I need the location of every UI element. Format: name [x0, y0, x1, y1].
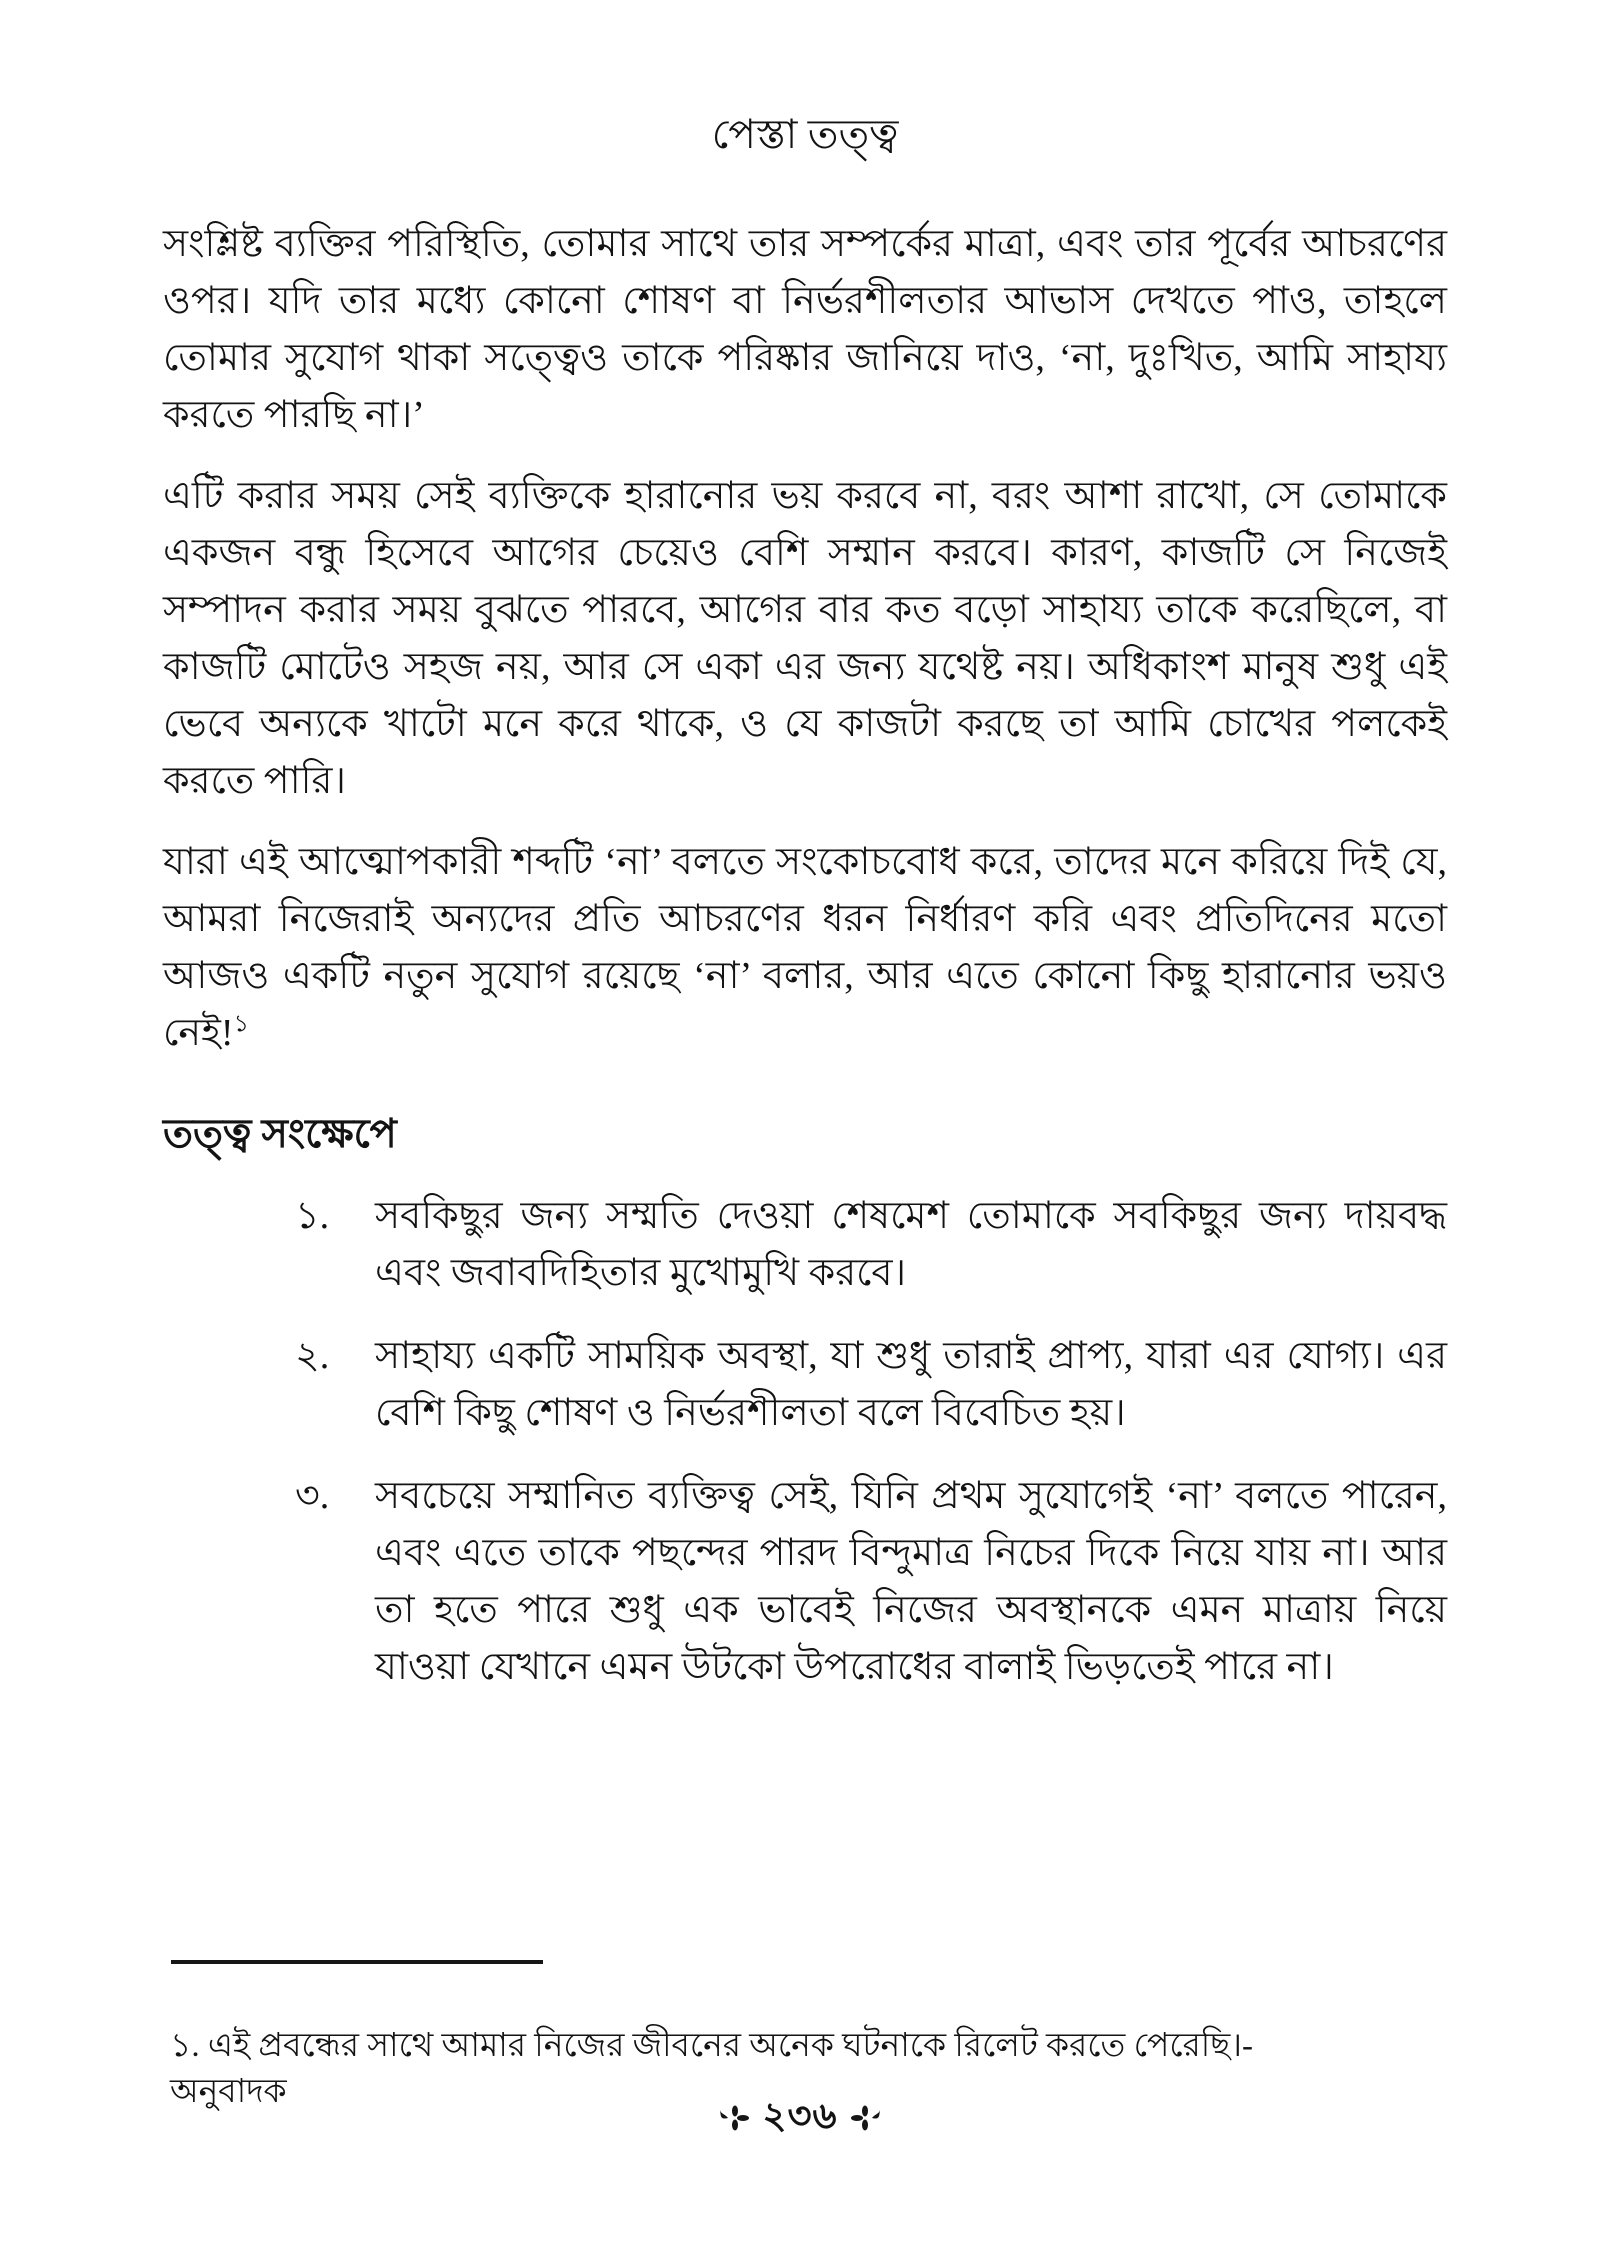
list-item-text: সবকিছুর জন্য সম্মতি দেওয়া শেষমেশ তোমাকে সবকিছুর জন্য দায়বদ্ধ এবং জবাবদিহিতার মুখোমুখি করবে। — [375, 1195, 1447, 1294]
fleuron-right-icon — [850, 2105, 880, 2131]
summary-list — [163, 1188, 1447, 1696]
list-item-text: সবচেয়ে সম্মানিত ব্যক্তিত্ব সেই, যিনি প্রথম সুযোগেই ‘না’ বলতে পারেন, এবং এতে তাকে পছন্দের পারদ বিন্দুমাত্র নিচের দিকে নিয়ে যায় না। আর তা হতে পারে শুধু এক ভাবেই নিজের অবস্থানকে এমন মাত্রায় নিয়ে যাওয়া যেখানে এমন উটকো উপরোধের বালাই ভিড়তেই পারে না। — [375, 1475, 1447, 1688]
list-item-number: ৩. — [295, 1475, 330, 1517]
summary-heading: তত্ত্ব সংক্ষেপে — [163, 1111, 397, 1156]
paragraph-3 — [163, 834, 1447, 1062]
footnote-divider — [171, 1960, 543, 1964]
footnote-reference: ১ — [233, 1011, 250, 1038]
page-number: ২৩৬ — [762, 2096, 838, 2137]
paragraph-2: এটি করার সময় সেই ব্যক্তিকে হারানোর ভয় করবে না, বরং আশা রাখো, সে তোমাকে একজন বন্ধু হিসেবে আগের চেয়েও বেশি সম্মান করবে। কারণ, কাজটি সে নিজেই সম্পাদন করার সময় বুঝতে পারবে, আগের বার কত বড়ো সাহায্য তাকে করেছিলে, বা কাজটি মোটেও সহজ নয়, আর সে একা এর জন্য যথেষ্ট নয়। অধিকাংশ মানুষ শুধু এই ভেবে অন্যকে খাটো মনে করে থাকে, ও যে কাজটা করছে তা আমি চোখের পলকেই করতে পারি। — [163, 475, 1447, 802]
list-item-number: ১. — [295, 1195, 330, 1237]
list-item — [163, 1328, 1447, 1442]
list-item — [163, 1188, 1447, 1302]
list-item-number: ২. — [295, 1335, 330, 1377]
paragraph-3-text: যারা এই আত্মোপকারী শব্দটি ‘না’ বলতে সংকোচবোধ করে, তাদের মনে করিয়ে দিই যে, আমরা নিজেরাই অন্যদের প্রতি আচরণের ধরন নির্ধারণ করি এবং প্রতিদিনের মতো আজও একটি নতুন সুযোগ রয়েছে ‘না’ বলার, আর এতে কোনো কিছু হারানোর ভয়ও নেই! — [163, 841, 1447, 1054]
fleuron-left-icon — [720, 2105, 750, 2131]
page-title: পেস্তা তত্ত্ব — [711, 111, 899, 157]
page-content — [163, 0, 1447, 1696]
footnote-text: ১. এই প্রবন্ধের সাথে আমার নিজের জীবনের অনেক ঘটনাকে রিলেট করতে পেরেছি।-অনুবাদক — [170, 2028, 1253, 2110]
list-item-text: সাহায্য একটি সাময়িক অবস্থা, যা শুধু তারাই প্রাপ্য, যারা এর যোগ্য। এর বেশি কিছু শোষণ ও নির্ভরশীলতা বলে বিবেচিত হয়। — [375, 1335, 1447, 1434]
page-footer — [0, 2086, 1600, 2149]
paragraph-1: সংশ্লিষ্ট ব্যক্তির পরিস্থিতি, তোমার সাথে তার সম্পর্কের মাত্রা, এবং তার পূর্বের আচরণের ওপর। যদি তার মধ্যে কোনো শোষণ বা নির্ভরশীলতার আভাস দেখতে পাও, তাহলে তোমার সুযোগ থাকা সত্ত্বেও তাকে পরিষ্কার জানিয়ে দাও, ‘না, দুঃখিত, আমি সাহায্য করতে পারছি না।’ — [163, 223, 1447, 436]
list-item — [163, 1468, 1447, 1696]
